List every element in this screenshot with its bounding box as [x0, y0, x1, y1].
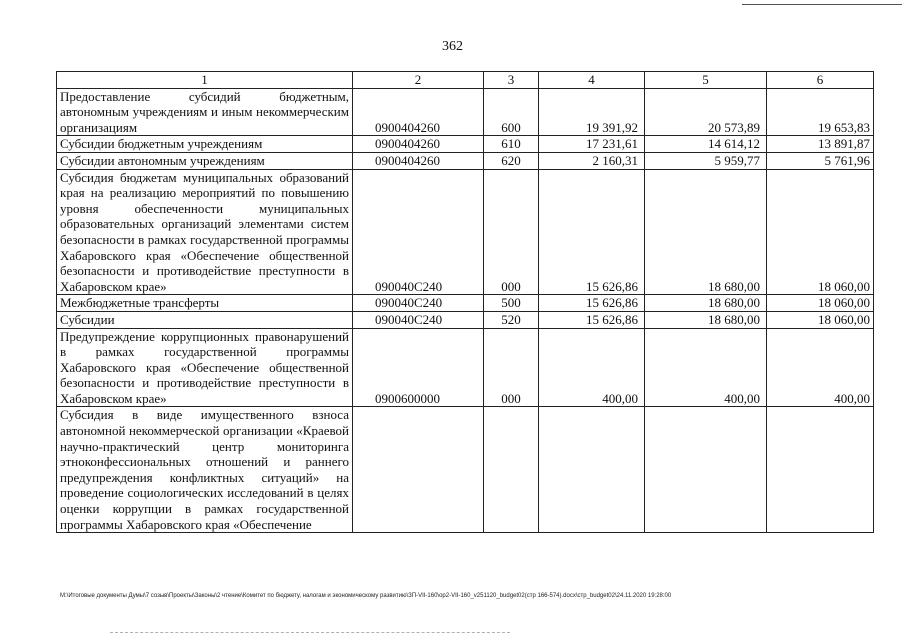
table-row — [57, 88, 874, 136]
column-header: 5 — [645, 72, 767, 89]
row-expense-type: 500 — [484, 295, 539, 312]
row-expense-type: 520 — [484, 311, 539, 328]
row-amount-col5: 18 680,00 — [645, 311, 767, 328]
row-amount-col5: 18 680,00 — [645, 169, 767, 295]
row-amount-col5: 14 614,12 — [645, 136, 767, 153]
row-amount-col5 — [645, 407, 767, 533]
budget-table — [56, 71, 874, 533]
table-row — [57, 407, 874, 533]
row-amount-col5: 5 959,77 — [645, 152, 767, 169]
row-amount-col6: 18 060,00 — [767, 295, 874, 312]
row-target-code: 0900404260 — [353, 136, 484, 153]
row-amount-col6: 18 060,00 — [767, 311, 874, 328]
row-description: Субсидии — [57, 311, 353, 328]
table-header-row — [57, 72, 874, 89]
column-header: 4 — [539, 72, 645, 89]
row-amount-col6: 5 761,96 — [767, 152, 874, 169]
footer-file-path: M:\Итоговые документы Думы\7 созыв\Проекты\Законы\2 чтение\Комитет по бюджету, налогам и экономическому развитию\ЗП-VII-160\ор2-VII-160_v251120_budget02(стр 166-574).docx\стр_budget02\24.11.2020 19:28:00 — [60, 593, 672, 599]
table-row — [57, 295, 874, 312]
row-description: Субсидия в виде имущественного взноса автономной некоммерческой организации «Краевой научно-практический центр мониторинга этноконфессиональных отношений и раннего предупреждения конфликтных ситуаций» на проведение социологических исследований в целях оценки коррупции в рамках государственной программы Хабаровского края «Обеспечение — [57, 407, 353, 533]
table-row — [57, 328, 874, 407]
row-expense-type: 600 — [484, 88, 539, 136]
row-expense-type: 000 — [484, 169, 539, 295]
row-amount-col6: 18 060,00 — [767, 169, 874, 295]
row-expense-type — [484, 407, 539, 533]
row-amount-col6: 13 891,87 — [767, 136, 874, 153]
column-header: 1 — [57, 72, 353, 89]
row-amount-col6 — [767, 407, 874, 533]
row-amount-col5: 20 573,89 — [645, 88, 767, 136]
row-expense-type: 620 — [484, 152, 539, 169]
row-expense-type: 000 — [484, 328, 539, 407]
row-amount-col4: 15 626,86 — [539, 169, 645, 295]
row-target-code: 0900600000 — [353, 328, 484, 407]
row-amount-col5: 18 680,00 — [645, 295, 767, 312]
row-target-code: 090040С240 — [353, 169, 484, 295]
header-rule — [742, 4, 902, 5]
column-header: 2 — [353, 72, 484, 89]
row-amount-col6: 400,00 — [767, 328, 874, 407]
row-amount-col4: 2 160,31 — [539, 152, 645, 169]
column-header: 3 — [484, 72, 539, 89]
row-amount-col4: 400,00 — [539, 328, 645, 407]
row-amount-col4 — [539, 407, 645, 533]
table-row — [57, 152, 874, 169]
table-row — [57, 311, 874, 328]
row-expense-type: 610 — [484, 136, 539, 153]
row-target-code: 090040С240 — [353, 311, 484, 328]
row-description: Предоставление субсидий бюджетным, автономным учреждениям и иным некоммерческим организациям — [57, 88, 353, 136]
row-description: Субсидия бюджетам муниципальных образований края на реализацию мероприятий по повышению уровня обеспеченности муниципальных образовательных организаций элементами систем безопасности в рамках государственной программы Хабаровского края «Обеспечение общественной безопасности и противодействие преступности в Хабаровском крае» — [57, 169, 353, 295]
column-header: 6 — [767, 72, 874, 89]
table-row — [57, 169, 874, 295]
row-target-code — [353, 407, 484, 533]
row-description: Субсидии автономным учреждениям — [57, 152, 353, 169]
row-description: Предупреждение коррупционных правонарушений в рамках государственной программы Хабаровского края «Обеспечение общественной безопасности и противодействие преступности в Хабаровском крае» — [57, 328, 353, 407]
row-amount-col6: 19 653,83 — [767, 88, 874, 136]
row-amount-col4: 19 391,92 — [539, 88, 645, 136]
row-amount-col4: 15 626,86 — [539, 295, 645, 312]
row-target-code: 0900404260 — [353, 88, 484, 136]
row-description: Субсидии бюджетным учреждениям — [57, 136, 353, 153]
table-row — [57, 136, 874, 153]
row-amount-col4: 17 231,61 — [539, 136, 645, 153]
row-amount-col5: 400,00 — [645, 328, 767, 407]
bottom-dashed-line — [110, 632, 510, 633]
row-target-code: 090040С240 — [353, 295, 484, 312]
row-description: Межбюджетные трансферты — [57, 295, 353, 312]
row-amount-col4: 15 626,86 — [539, 311, 645, 328]
row-target-code: 0900404260 — [353, 152, 484, 169]
page-number: 362 — [442, 39, 463, 54]
